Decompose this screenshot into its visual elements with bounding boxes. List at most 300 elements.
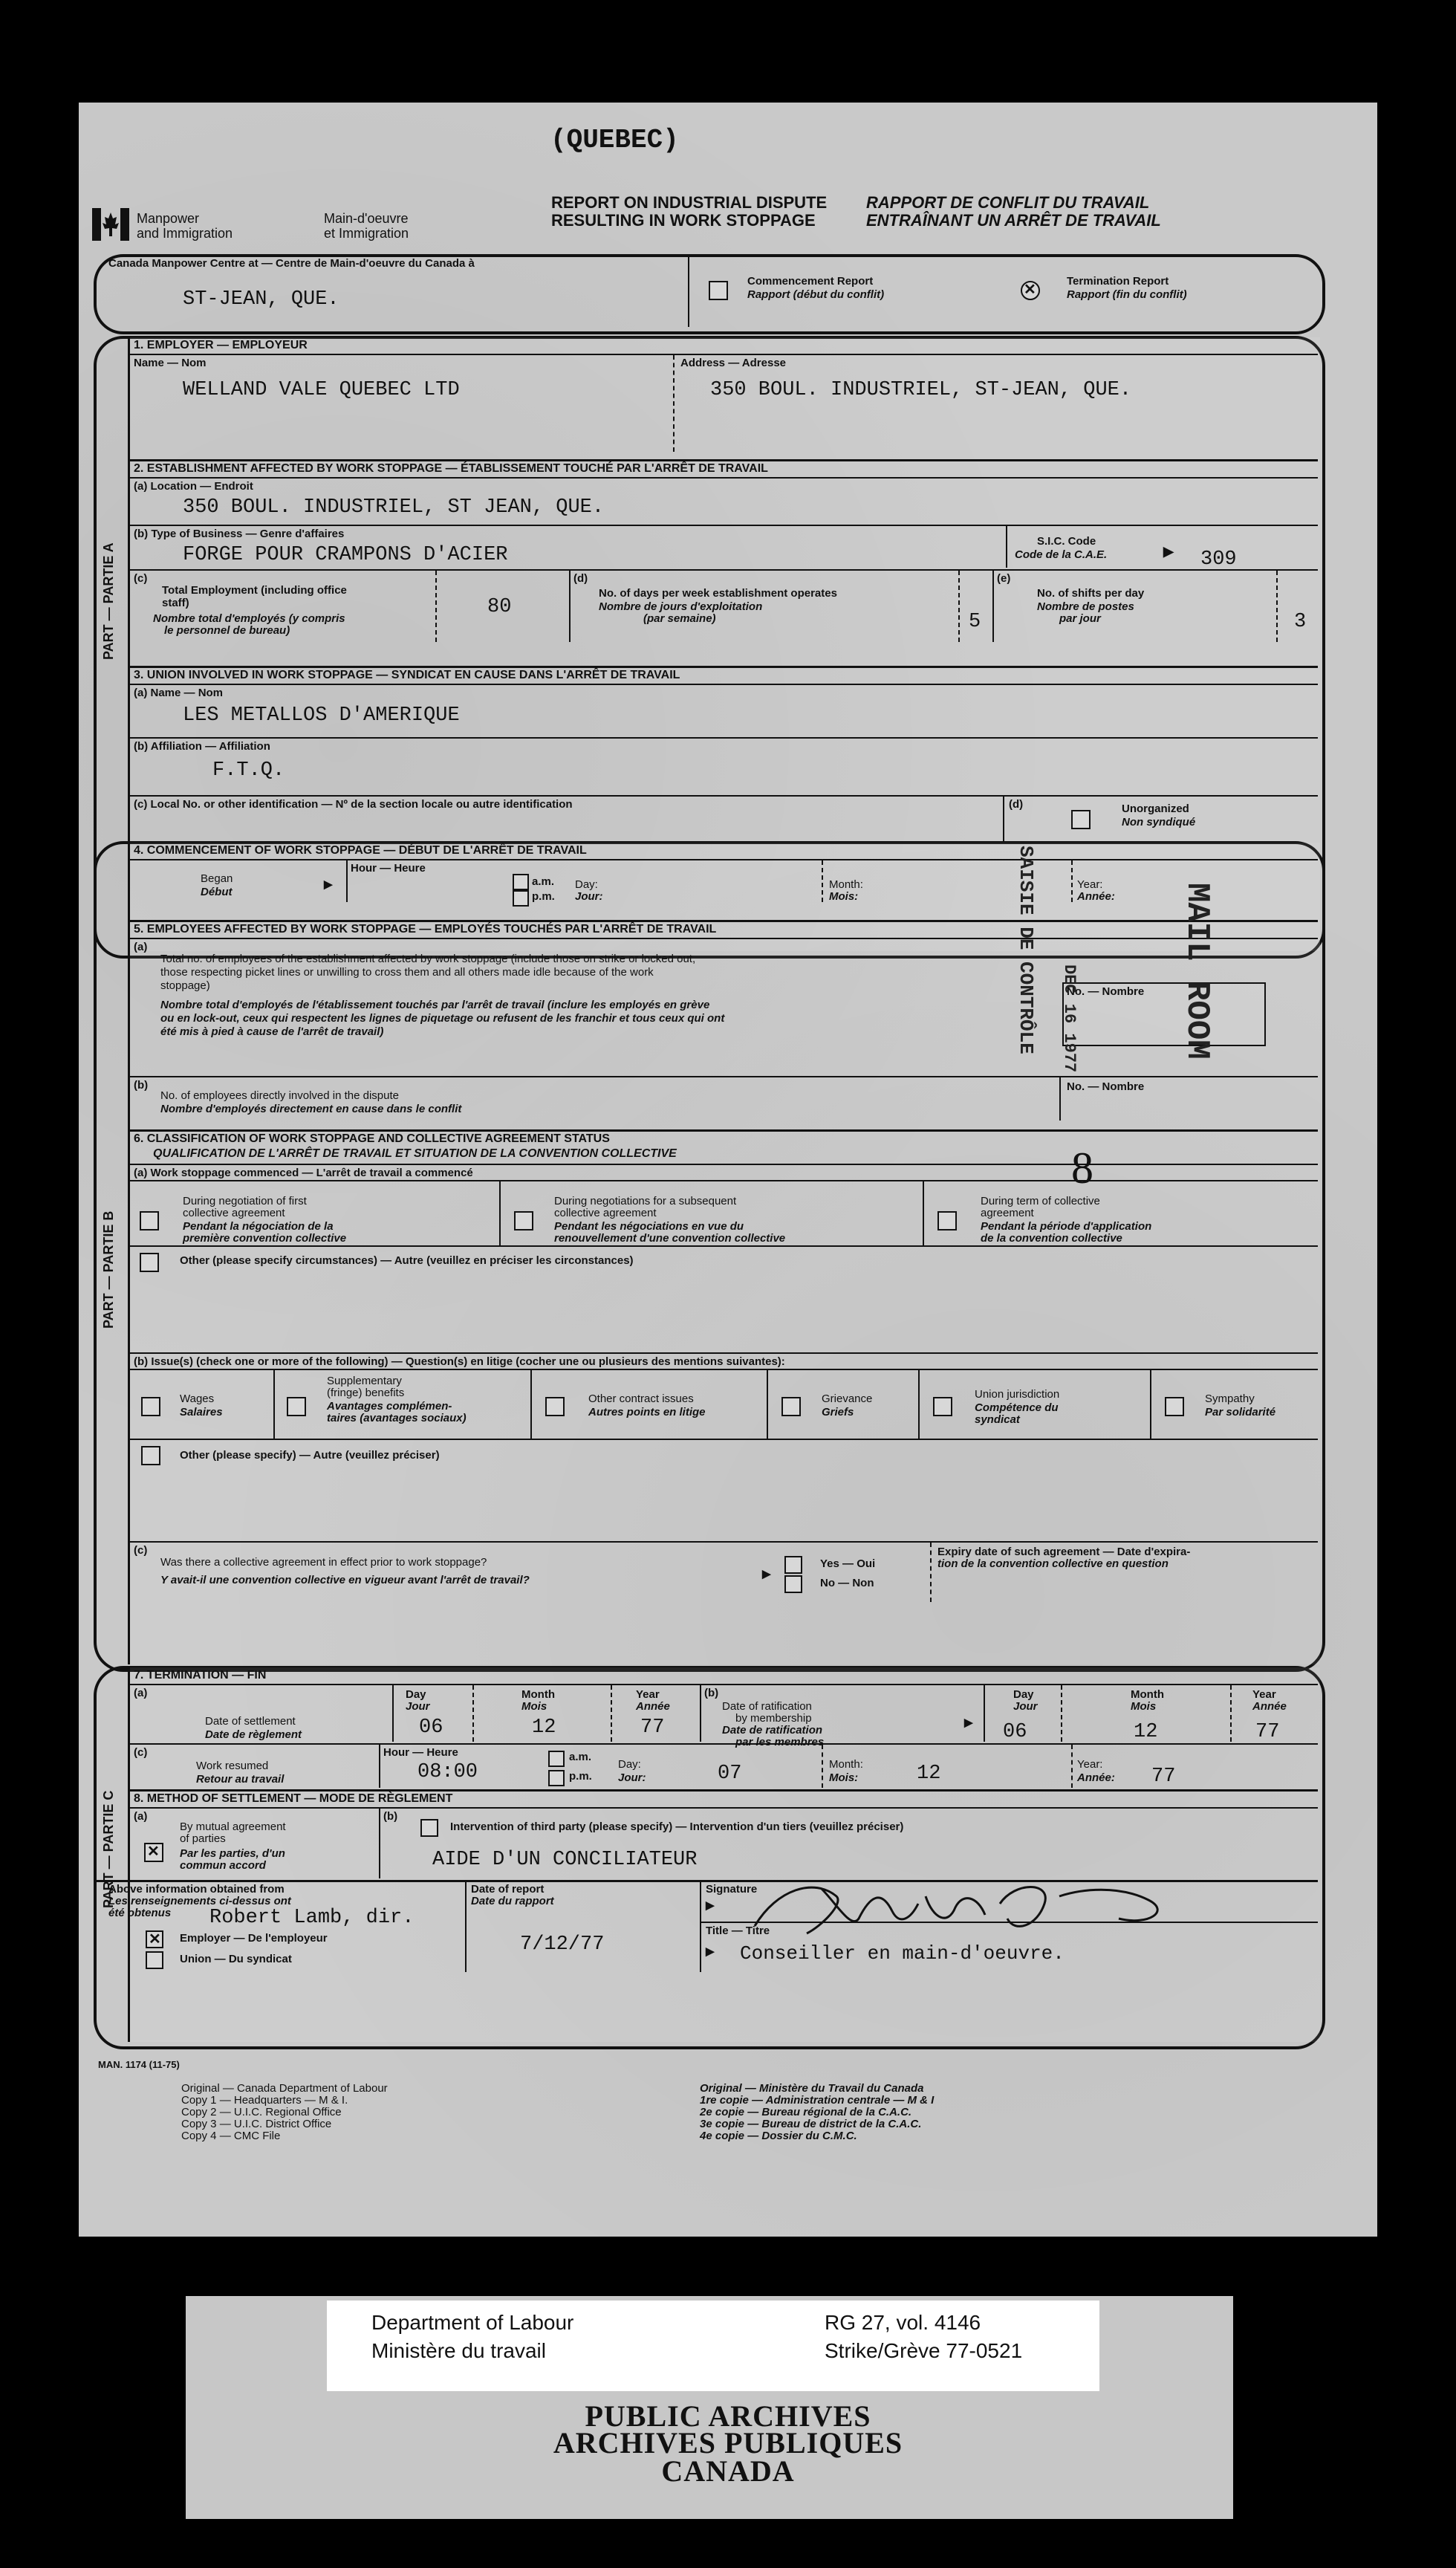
obtained-label-3: été obtenus bbox=[108, 1907, 172, 1919]
termination-checkbox[interactable] bbox=[1021, 281, 1040, 300]
supp-label-2: (fringe) benefits bbox=[327, 1387, 405, 1399]
mutual-agreement-checkbox[interactable] bbox=[144, 1843, 163, 1862]
divider bbox=[435, 571, 437, 642]
title-value: Conseiller en main-d'oeuvre. bbox=[740, 1942, 1065, 1965]
affiliation-value: F.T.Q. bbox=[212, 759, 285, 782]
rule bbox=[129, 525, 1318, 526]
obtained-value: Robert Lamb, dir. bbox=[209, 1907, 415, 1929]
yes-label: Yes — Oui bbox=[820, 1557, 876, 1570]
s7-rday-label-fr: Jour bbox=[1013, 1700, 1038, 1713]
copy-fr-2: 1re copie — Administration centrale — M & I bbox=[700, 2094, 935, 2107]
title-label: Title — Titre bbox=[706, 1925, 770, 1937]
business-type-value: FORGE POUR CRAMPONS D'ACIER bbox=[183, 544, 508, 566]
no-label: No — Non bbox=[820, 1577, 874, 1589]
sympathy-label: Sympathy bbox=[1205, 1392, 1255, 1405]
rule bbox=[129, 1789, 1318, 1792]
agreement-yes-checkbox[interactable] bbox=[784, 1556, 802, 1574]
rule bbox=[129, 1684, 1318, 1685]
employer-source-checkbox[interactable] bbox=[146, 1930, 163, 1948]
s2-d-label-fr-2: (par semaine) bbox=[643, 612, 716, 625]
ratification-day: 06 bbox=[1003, 1721, 1027, 1743]
s4-hour-label: Hour — Heure bbox=[351, 862, 426, 875]
rule bbox=[129, 1180, 1318, 1181]
s2-c-label-fr: Nombre total d'employés (y compris bbox=[153, 612, 345, 625]
wages-label: Wages bbox=[180, 1392, 215, 1405]
s6-b-label: (b) Issue(s) (check one or more of the following) — Question(s) en litige (cocher une ou plusieurs des mentions suivantes): bbox=[134, 1355, 785, 1368]
opt3-text-3: Pendant la période d'application bbox=[981, 1220, 1152, 1233]
s4-am-label: a.m. bbox=[532, 875, 555, 888]
union-source-checkbox[interactable] bbox=[146, 1951, 163, 1969]
sic-value: 309 bbox=[1200, 548, 1237, 571]
ratification-arrow-icon: ▶ bbox=[964, 1716, 973, 1729]
form-number: MAN. 1174 (11-75) bbox=[98, 2059, 180, 2070]
divider bbox=[611, 1685, 612, 1742]
s7-a-tag: (a) bbox=[134, 1687, 148, 1699]
s6-a-label: (a) Work stoppage commenced — L'arrêt de travail a commencé bbox=[134, 1167, 473, 1179]
rule bbox=[129, 737, 1318, 739]
sympathy-checkbox[interactable] bbox=[1165, 1397, 1184, 1416]
settlement-day: 06 bbox=[419, 1716, 443, 1739]
s6-title-2: QUALIFICATION DE L'ARRÊT DE TRAVAIL ET SITUATION DE LA CONVENTION COLLECTIVE bbox=[153, 1147, 677, 1160]
rule bbox=[129, 1076, 1318, 1077]
resumed-day-value: 07 bbox=[718, 1763, 742, 1785]
divider bbox=[984, 1685, 985, 1742]
s6-title-1: 6. CLASSIFICATION OF WORK STOPPAGE AND COLLECTIVE AGREEMENT STATUS bbox=[134, 1132, 610, 1145]
archive-dept-en: Department of Labour bbox=[371, 2311, 574, 2334]
termination-label-fr: Rapport (fin du conflit) bbox=[1067, 288, 1187, 301]
report-date-value: 7/12/77 bbox=[520, 1933, 605, 1956]
opt1-text-1: During negotiation of first bbox=[183, 1195, 307, 1207]
copy-en-3: Copy 2 — U.I.C. Regional Office bbox=[181, 2106, 342, 2118]
commencement-label-fr: Rapport (début du conflit) bbox=[747, 288, 885, 301]
s3-b-label: (b) Affiliation — Affiliation bbox=[134, 740, 270, 753]
resumed-pm-checkbox[interactable] bbox=[548, 1770, 565, 1786]
divider bbox=[918, 1370, 920, 1439]
s2-title: 2. ESTABLISHMENT AFFECTED BY WORK STOPPAGE — ÉTABLISSEMENT TOUCHÉ PAR L'ARRÊT DE TRAVAIL bbox=[134, 462, 768, 475]
s8-b-tag: (b) bbox=[383, 1810, 398, 1823]
sic-arrow-icon: ▶ bbox=[1163, 544, 1174, 559]
rule bbox=[129, 859, 1318, 860]
ratification-label-1: Date of ratification bbox=[722, 1700, 812, 1713]
rule bbox=[129, 938, 1318, 939]
s2-e-tag: (e) bbox=[997, 572, 1011, 585]
signature-arrow-icon: ▶ bbox=[706, 1899, 715, 1912]
sic-label-fr: Code de la C.A.E. bbox=[1015, 548, 1108, 561]
s5-a-tag: (a) bbox=[134, 941, 148, 953]
s4-year-label-fr: Année: bbox=[1077, 890, 1115, 903]
archive-file: Strike/Grève 77-0521 bbox=[825, 2339, 1023, 2362]
began-arrow-icon: ▶ bbox=[324, 878, 333, 891]
archive-label bbox=[327, 2300, 1099, 2391]
location-value: 350 BOUL. INDUSTRIEL, ST JEAN, QUE. bbox=[183, 496, 605, 519]
rule bbox=[129, 569, 1318, 571]
centre-value: ST-JEAN, QUE. bbox=[183, 288, 339, 311]
opt2-text-4: renouvellement d'une convention collective bbox=[554, 1232, 786, 1245]
part-a-label: PART — PARTIE A bbox=[101, 542, 116, 660]
s7-year-label-fr: Année bbox=[636, 1700, 670, 1713]
other-issue-checkbox[interactable] bbox=[141, 1446, 160, 1465]
s7-year-label: Year bbox=[636, 1688, 660, 1701]
divider bbox=[346, 860, 348, 902]
ratification-month: 12 bbox=[1134, 1721, 1158, 1743]
divider bbox=[273, 1370, 275, 1439]
s7-rmonth-label-fr: Mois bbox=[1131, 1700, 1157, 1713]
divider bbox=[1059, 1077, 1061, 1121]
divider bbox=[673, 355, 675, 452]
rule bbox=[129, 1164, 1318, 1165]
wages-label-fr: Salaires bbox=[180, 1406, 223, 1418]
divider bbox=[1006, 526, 1007, 568]
copy-en-1: Original — Canada Department of Labour bbox=[181, 2082, 388, 2095]
copy-en-4: Copy 3 — U.I.C. District Office bbox=[181, 2118, 332, 2130]
union-source-label: Union — Du syndicat bbox=[180, 1953, 292, 1965]
divider bbox=[1003, 797, 1004, 841]
resumed-day-label-fr: Jour: bbox=[618, 1771, 646, 1784]
obtained-label-1: Above information obtained from bbox=[108, 1883, 285, 1896]
s7-c-tag: (c) bbox=[134, 1746, 148, 1759]
part-b-label: PART — PARTIE B bbox=[101, 1210, 116, 1329]
divider bbox=[767, 1370, 768, 1439]
s7-ryear-label-fr: Année bbox=[1252, 1700, 1287, 1713]
resumed-pm-label: p.m. bbox=[569, 1770, 592, 1783]
copy-en-5: Copy 4 — CMC File bbox=[181, 2130, 281, 2142]
rule bbox=[129, 1369, 1318, 1370]
report-date-label-fr: Date du rapport bbox=[471, 1895, 554, 1907]
public-archives-logo-3: CANADA bbox=[661, 2454, 795, 2488]
divider bbox=[1071, 1745, 1073, 1788]
wages-checkbox[interactable] bbox=[141, 1397, 160, 1416]
s7-b-tag: (b) bbox=[704, 1687, 719, 1699]
copy-fr-1: Original — Ministère du Travail du Canada bbox=[700, 2082, 924, 2095]
resumed-label: Work resumed bbox=[196, 1760, 269, 1772]
other-circumstances-label: Other (please specify circumstances) — Autre (veuillez en préciser les circonstances) bbox=[180, 1254, 634, 1267]
mutual-label-2: of parties bbox=[180, 1832, 226, 1845]
title-arrow-icon: ▶ bbox=[706, 1945, 715, 1958]
divider bbox=[688, 256, 689, 327]
public-archives-logo-1: PUBLIC ARCHIVES bbox=[585, 2399, 871, 2433]
settlement-label: Date of settlement bbox=[205, 1715, 296, 1728]
unorganized-label-fr: Non syndiqué bbox=[1122, 816, 1196, 829]
grievance-checkbox[interactable] bbox=[781, 1397, 801, 1416]
divider bbox=[1061, 1685, 1062, 1742]
public-archives-logo-2: ARCHIVES PUBLIQUES bbox=[553, 2426, 903, 2460]
s1-title: 1. EMPLOYER — EMPLOYEUR bbox=[134, 339, 308, 351]
opt3-text-2: agreement bbox=[981, 1207, 1034, 1219]
divider bbox=[700, 1881, 701, 1972]
s7-month-label: Month bbox=[521, 1688, 555, 1701]
handwritten-signature bbox=[732, 1874, 1193, 1941]
divider bbox=[379, 1809, 380, 1878]
s3-d-tag: (d) bbox=[1009, 798, 1024, 811]
title-en-2: RESULTING IN WORK STOPPAGE bbox=[551, 211, 816, 230]
divider bbox=[499, 1181, 501, 1245]
signature-label: Signature bbox=[706, 1883, 758, 1896]
rule bbox=[129, 354, 1318, 355]
resumed-label-fr: Retour au travail bbox=[196, 1773, 285, 1786]
rule bbox=[129, 666, 1318, 668]
rule bbox=[129, 459, 1318, 461]
divider bbox=[472, 1685, 474, 1742]
s7-ryear-label: Year bbox=[1252, 1688, 1276, 1701]
s2-e-label-fr: Nombre de postes bbox=[1037, 600, 1134, 613]
divider bbox=[1230, 1685, 1232, 1742]
other-issue-label: Other (please specify) — Autre (veuillez préciser) bbox=[180, 1449, 440, 1462]
employer-name: WELLAND VALE QUEBEC LTD bbox=[183, 379, 460, 401]
agency-en-1: Manpower bbox=[137, 211, 200, 226]
divider bbox=[930, 1543, 932, 1602]
third-party-label: Intervention of third party (please specify) — Intervention d'un tiers (veuillez préciser) bbox=[450, 1820, 904, 1833]
divider bbox=[379, 1745, 380, 1788]
uj-label: Union jurisdiction bbox=[975, 1388, 1060, 1401]
copy-fr-4: 3e copie — Bureau de district de la C.A.C. bbox=[700, 2118, 922, 2130]
term-agreement-checkbox[interactable] bbox=[937, 1211, 957, 1230]
began-label: Began bbox=[201, 872, 233, 885]
commencement-label: Commencement Report bbox=[747, 275, 874, 288]
resumed-month-label-fr: Mois: bbox=[829, 1771, 859, 1784]
divider bbox=[465, 1881, 467, 1972]
ratification-label-3: Date de ratification bbox=[722, 1724, 823, 1737]
oci-label: Other contract issues bbox=[588, 1392, 694, 1405]
s1-name-label: Name — Nom bbox=[134, 357, 207, 369]
copy-en-2: Copy 1 — Headquarters — M & I. bbox=[181, 2094, 348, 2107]
divider bbox=[569, 571, 571, 642]
s2-d-label: No. of days per week establishment operates bbox=[599, 587, 837, 600]
uj-label-fr-2: syndicat bbox=[975, 1413, 1020, 1426]
s4-pm-label: p.m. bbox=[532, 890, 555, 903]
part-c-label: PART — PARTIE C bbox=[101, 1790, 116, 1908]
s8-title: 8. METHOD OF SETTLEMENT — MODE DE RÈGLEMENT bbox=[134, 1792, 453, 1805]
handwritten-mark: 8 bbox=[1071, 1144, 1093, 1193]
total-employment-value: 80 bbox=[487, 596, 512, 618]
resumed-year-value: 77 bbox=[1151, 1766, 1176, 1788]
s2-d-tag: (d) bbox=[573, 572, 588, 585]
days-per-week-value: 5 bbox=[969, 611, 981, 633]
s4-title: 4. COMMENCEMENT OF WORK STOPPAGE — DÉBUT DE L'ARRÊT DE TRAVAIL bbox=[134, 844, 587, 857]
s6-c-arrow-icon: ▶ bbox=[762, 1568, 771, 1580]
date-stamp: DEC 16 1977 bbox=[1060, 964, 1079, 1073]
s2-d-label-fr: Nombre de jours d'exploitation bbox=[599, 600, 763, 613]
divider bbox=[822, 1745, 823, 1788]
ratification-year: 77 bbox=[1255, 1721, 1280, 1743]
s5-b-text-fr: Nombre d'employés directement en cause dans le conflit bbox=[160, 1103, 462, 1115]
archive-ref: RG 27, vol. 4146 bbox=[825, 2311, 981, 2334]
s4-am-checkbox[interactable] bbox=[513, 874, 529, 890]
rule bbox=[129, 684, 1318, 685]
s6-c-text: Was there a collective agreement in effect prior to work stoppage? bbox=[160, 1556, 487, 1569]
resumed-am-checkbox[interactable] bbox=[548, 1751, 565, 1767]
mutual-label-1: By mutual agreement bbox=[180, 1820, 286, 1833]
agency-fr-1: Main-d'oeuvre bbox=[324, 211, 409, 226]
rule bbox=[701, 1922, 1318, 1923]
third-party-value: AIDE D'UN CONCILIATEUR bbox=[432, 1849, 698, 1871]
archive-dept-fr: Ministère du travail bbox=[371, 2339, 546, 2362]
s5-b-tag: (b) bbox=[134, 1079, 149, 1092]
s6-c-text-fr: Y avait-il une convention collective en vigueur avant l'arrêt de travail? bbox=[160, 1574, 530, 1586]
supplementary-checkbox[interactable] bbox=[287, 1397, 306, 1416]
divider bbox=[1276, 571, 1278, 642]
unorganized-label: Unorganized bbox=[1122, 802, 1189, 815]
s5-b-text: No. of employees directly involved in the dispute bbox=[160, 1089, 400, 1102]
unorganized-checkbox[interactable] bbox=[1071, 810, 1091, 829]
rule bbox=[129, 1807, 1318, 1809]
s3-a-label: (a) Name — Nom bbox=[134, 687, 224, 699]
rule bbox=[129, 1743, 1318, 1745]
report-date-label: Date of report bbox=[471, 1883, 545, 1896]
s8-a-tag: (a) bbox=[134, 1810, 148, 1823]
divider bbox=[958, 571, 960, 642]
rule bbox=[129, 1129, 1318, 1132]
grievance-label: Grievance bbox=[822, 1392, 873, 1405]
opt3-text-1: During term of collective bbox=[981, 1195, 1100, 1207]
title-fr-1: RAPPORT DE CONFLIT DU TRAVAIL bbox=[866, 193, 1150, 212]
divider bbox=[1150, 1370, 1151, 1439]
agency-fr-2: et Immigration bbox=[324, 226, 409, 241]
rule bbox=[129, 795, 1318, 797]
divider bbox=[992, 571, 994, 642]
s4-pm-checkbox[interactable] bbox=[513, 890, 529, 907]
resumed-year-label: Year: bbox=[1077, 1758, 1103, 1771]
mutual-label-4: commun accord bbox=[180, 1859, 266, 1872]
opt2-text-2: collective agreement bbox=[554, 1207, 657, 1219]
s4-month-label: Month: bbox=[829, 878, 863, 891]
s2-e-label-fr-2: par jour bbox=[1059, 612, 1101, 625]
settlement-label-fr: Date de règlement bbox=[205, 1728, 302, 1741]
supp-label-1: Supplementary bbox=[327, 1375, 402, 1387]
other-circumstances-checkbox[interactable] bbox=[140, 1253, 159, 1272]
resumed-month-label: Month: bbox=[829, 1758, 863, 1771]
title-en-1: REPORT ON INDUSTRIAL DISPUTE bbox=[551, 193, 828, 212]
opt1-text-4: première convention collective bbox=[183, 1232, 347, 1245]
employer-source-label: Employer — De l'employeur bbox=[180, 1932, 328, 1945]
s3-c-label: (c) Local No. or other identification — Nº de la section locale ou autre identification bbox=[134, 798, 573, 811]
s5-a-text-fr-2: ou en lock-out, ceux qui respectent les lignes de piquetage ou refusent de les franchir et tous ceux qui ont bbox=[160, 1012, 725, 1025]
s5-a-no-label: No. — Nombre bbox=[1067, 985, 1145, 998]
resumed-hour-value: 08:00 bbox=[417, 1761, 478, 1783]
shifts-per-day-value: 3 bbox=[1294, 611, 1307, 633]
commencement-checkbox[interactable] bbox=[709, 281, 728, 300]
rule bbox=[129, 477, 1318, 479]
handwritten-region-note: (QUEBEC) bbox=[550, 125, 679, 155]
s4-day-label: Day: bbox=[575, 878, 598, 891]
supp-label-4: taires (avantages sociaux) bbox=[327, 1412, 467, 1424]
mail-room-stamp: MAIL ROOM bbox=[1178, 883, 1215, 1060]
s2-c-label: Total Employment (including office staff) bbox=[162, 584, 347, 609]
expiry-label-fr: tion de la convention collective en question bbox=[937, 1557, 1169, 1570]
opt2-text-1: During negotiations for a subsequent bbox=[554, 1195, 737, 1207]
opt3-text-4: de la convention collective bbox=[981, 1232, 1122, 1245]
agreement-no-checkbox[interactable] bbox=[784, 1575, 802, 1593]
rule bbox=[129, 920, 1318, 922]
rule bbox=[129, 1352, 1318, 1354]
rule bbox=[129, 1439, 1318, 1440]
opt2-text-3: Pendant les négociations en vue du bbox=[554, 1220, 744, 1233]
union-jurisdiction-checkbox[interactable] bbox=[933, 1397, 952, 1416]
third-party-checkbox[interactable] bbox=[420, 1819, 438, 1837]
divider bbox=[1071, 860, 1073, 902]
termination-label: Termination Report bbox=[1067, 275, 1169, 288]
other-contract-checkbox[interactable] bbox=[545, 1397, 565, 1416]
centre-label: Canada Manpower Centre at — Centre de Main-d'oeuvre du Canada à bbox=[108, 257, 475, 270]
mutual-label-3: Par les parties, d'un bbox=[180, 1847, 285, 1860]
resumed-am-label: a.m. bbox=[569, 1751, 592, 1763]
s7-rmonth-label: Month bbox=[1131, 1688, 1164, 1701]
sic-label: S.I.C. Code bbox=[1037, 535, 1096, 548]
began-label-fr: Début bbox=[201, 886, 233, 898]
copy-fr-5: 4e copie — Dossier du C.M.C. bbox=[700, 2130, 857, 2142]
oci-label-fr: Autres points en litige bbox=[588, 1406, 706, 1418]
s7-day-label-fr: Jour bbox=[406, 1700, 430, 1713]
union-name-value: LES METALLOS D'AMERIQUE bbox=[183, 704, 460, 727]
resumed-year-label-fr: Année: bbox=[1077, 1771, 1115, 1784]
resumed-month-value: 12 bbox=[917, 1763, 941, 1785]
s5-a-text-2: those respecting picket lines or unwilling to cross them and all others made idle because of the work bbox=[160, 966, 654, 979]
s7-title: 7. TERMINATION — FIN bbox=[134, 1669, 267, 1682]
form-paper bbox=[79, 103, 1377, 2237]
resumed-hour-label: Hour — Heure bbox=[383, 1746, 458, 1759]
s4-day-label-fr: Jour: bbox=[575, 890, 603, 903]
rule bbox=[129, 1245, 1318, 1247]
s5-b-no-label: No. — Nombre bbox=[1067, 1080, 1145, 1093]
s5-title: 5. EMPLOYEES AFFECTED BY WORK STOPPAGE — EMPLOYÉS TOUCHÉS PAR L'ARRÊT DE TRAVAIL bbox=[134, 923, 717, 936]
employer-address: 350 BOUL. INDUSTRIEL, ST-JEAN, QUE. bbox=[710, 379, 1132, 401]
ratification-label-4: par les membres bbox=[735, 1736, 825, 1748]
obtained-label-2: Les renseignements ci-dessus ont bbox=[108, 1895, 291, 1907]
resumed-day-label: Day: bbox=[618, 1758, 641, 1771]
s6-c-tag: (c) bbox=[134, 1544, 148, 1557]
s5-a-text-fr-1: Nombre total d'employés de l'établissement touchés par l'arrêt de travail (inclure les employés en grève bbox=[160, 999, 710, 1011]
settlement-year: 77 bbox=[640, 1716, 665, 1739]
title-fr-2: ENTRAÎNANT UN ARRÊT DE TRAVAIL bbox=[866, 211, 1161, 230]
agency-en-2: and Immigration bbox=[137, 226, 233, 241]
copy-fr-3: 2e copie — Bureau régional de la C.A.C. bbox=[700, 2106, 912, 2118]
divider bbox=[700, 1685, 701, 1742]
s7-day-label: Day bbox=[406, 1688, 426, 1701]
s5-a-text-3: stoppage) bbox=[160, 979, 210, 992]
settlement-month: 12 bbox=[532, 1716, 556, 1739]
expiry-label: Expiry date of such agreement — Date d'expira- bbox=[937, 1546, 1191, 1558]
canada-flag-logo bbox=[92, 208, 129, 241]
s2-c-tag: (c) bbox=[134, 572, 148, 585]
opt1-text-2: collective agreement bbox=[183, 1207, 285, 1219]
s1-address-label: Address — Adresse bbox=[680, 357, 787, 369]
first-agreement-checkbox[interactable] bbox=[140, 1211, 159, 1230]
s7-month-label-fr: Mois bbox=[521, 1700, 547, 1713]
s2-b-label: (b) Type of Business — Genre d'affaires bbox=[134, 528, 345, 540]
s2-a-label: (a) Location — Endroit bbox=[134, 480, 253, 493]
control-stamp: SAISIE DE CONTRÔLE bbox=[1015, 846, 1037, 1054]
s2-c-label-fr-2: le personnel de bureau) bbox=[164, 624, 290, 637]
s7-rday-label: Day bbox=[1013, 1688, 1034, 1701]
s5-a-text-1: Total no. of employees of the establishment affected by work stoppage (include those on strike or locked out, bbox=[160, 953, 696, 965]
s4-year-label: Year: bbox=[1077, 878, 1103, 891]
divider bbox=[822, 860, 823, 902]
divider bbox=[923, 1181, 924, 1245]
s5-a-text-fr-3: été mis à pied à cause de l'arrêt de travail) bbox=[160, 1025, 384, 1038]
divider bbox=[530, 1370, 532, 1439]
s4-month-label-fr: Mois: bbox=[829, 890, 859, 903]
s3-title: 3. UNION INVOLVED IN WORK STOPPAGE — SYNDICAT EN CAUSE DANS L'ARRÊT DE TRAVAIL bbox=[134, 669, 680, 681]
s2-e-label: No. of shifts per day bbox=[1037, 587, 1145, 600]
ratification-label-2: by membership bbox=[735, 1712, 812, 1725]
uj-label-fr: Compétence du bbox=[975, 1401, 1059, 1414]
divider bbox=[392, 1685, 394, 1742]
opt1-text-3: Pendant la négociation de la bbox=[183, 1220, 334, 1233]
supp-label-3: Avantages complémen- bbox=[327, 1400, 452, 1413]
rule bbox=[129, 1541, 1318, 1543]
sympathy-label-fr: Par solidarité bbox=[1205, 1406, 1276, 1418]
subsequent-agreement-checkbox[interactable] bbox=[514, 1211, 533, 1230]
grievance-label-fr: Griefs bbox=[822, 1406, 854, 1418]
